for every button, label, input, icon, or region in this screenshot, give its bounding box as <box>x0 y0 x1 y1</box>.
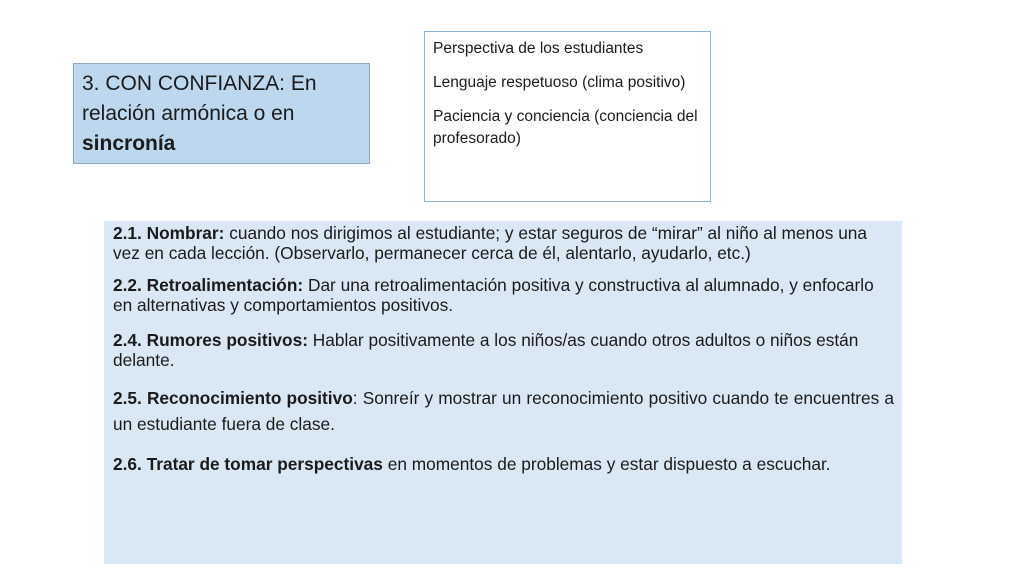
item-heading: 2.2. Retroalimentación: <box>113 275 304 295</box>
title-bold-text: sincronía <box>82 132 176 155</box>
item-text: : Sonreír y mostrar un reconocimiento positivo cuando te encuentres a un estudiante fuera de clase. <box>113 388 894 434</box>
item-heading: 2.5. Reconocimiento positivo <box>113 388 353 408</box>
item-heading: 2.4. Rumores positivos: <box>113 330 308 350</box>
item-heading: 2.6. Tratar de tomar perspectivas <box>113 454 383 474</box>
main-content-box <box>104 221 902 564</box>
item-reconocimiento-positivo <box>113 385 894 437</box>
item-text: en momentos de problemas y estar dispuesto a escuchar. <box>382 454 831 474</box>
item-text: Hablar positivamente a los niños/as cuando otros adultos o niños están delante. <box>113 330 859 370</box>
title-text: 3. CON CONFIANZA: En relación armónica o en <box>82 72 317 125</box>
item-text: cuando nos dirigimos al estudiante; y estar seguros de “mirar” al niño al menos una vez en cada lección. (Observarlo, permanecer cerca de él, alentarlo, ayudarlo, etc.) <box>113 223 868 263</box>
side-box <box>424 31 711 202</box>
side-item-perspectiva: Perspectiva de los estudiantes <box>433 40 644 57</box>
item-rumores-positivos <box>113 330 894 370</box>
item-nombrar <box>113 223 894 263</box>
side-item-paciencia: Paciencia y conciencia (conciencia del profesorado) <box>433 108 698 147</box>
item-tomar-perspectivas <box>113 451 894 477</box>
side-item-lenguaje: Lenguaje respetuoso (clima positivo) <box>433 74 686 91</box>
title-box <box>73 63 370 164</box>
item-heading: 2.1. Nombrar: <box>113 223 225 243</box>
item-retroalimentacion <box>113 275 894 315</box>
item-text: Dar una retroalimentación positiva y constructiva al alumnado, y enfocarlo en alternativas y comportamientos positivos. <box>113 275 874 315</box>
